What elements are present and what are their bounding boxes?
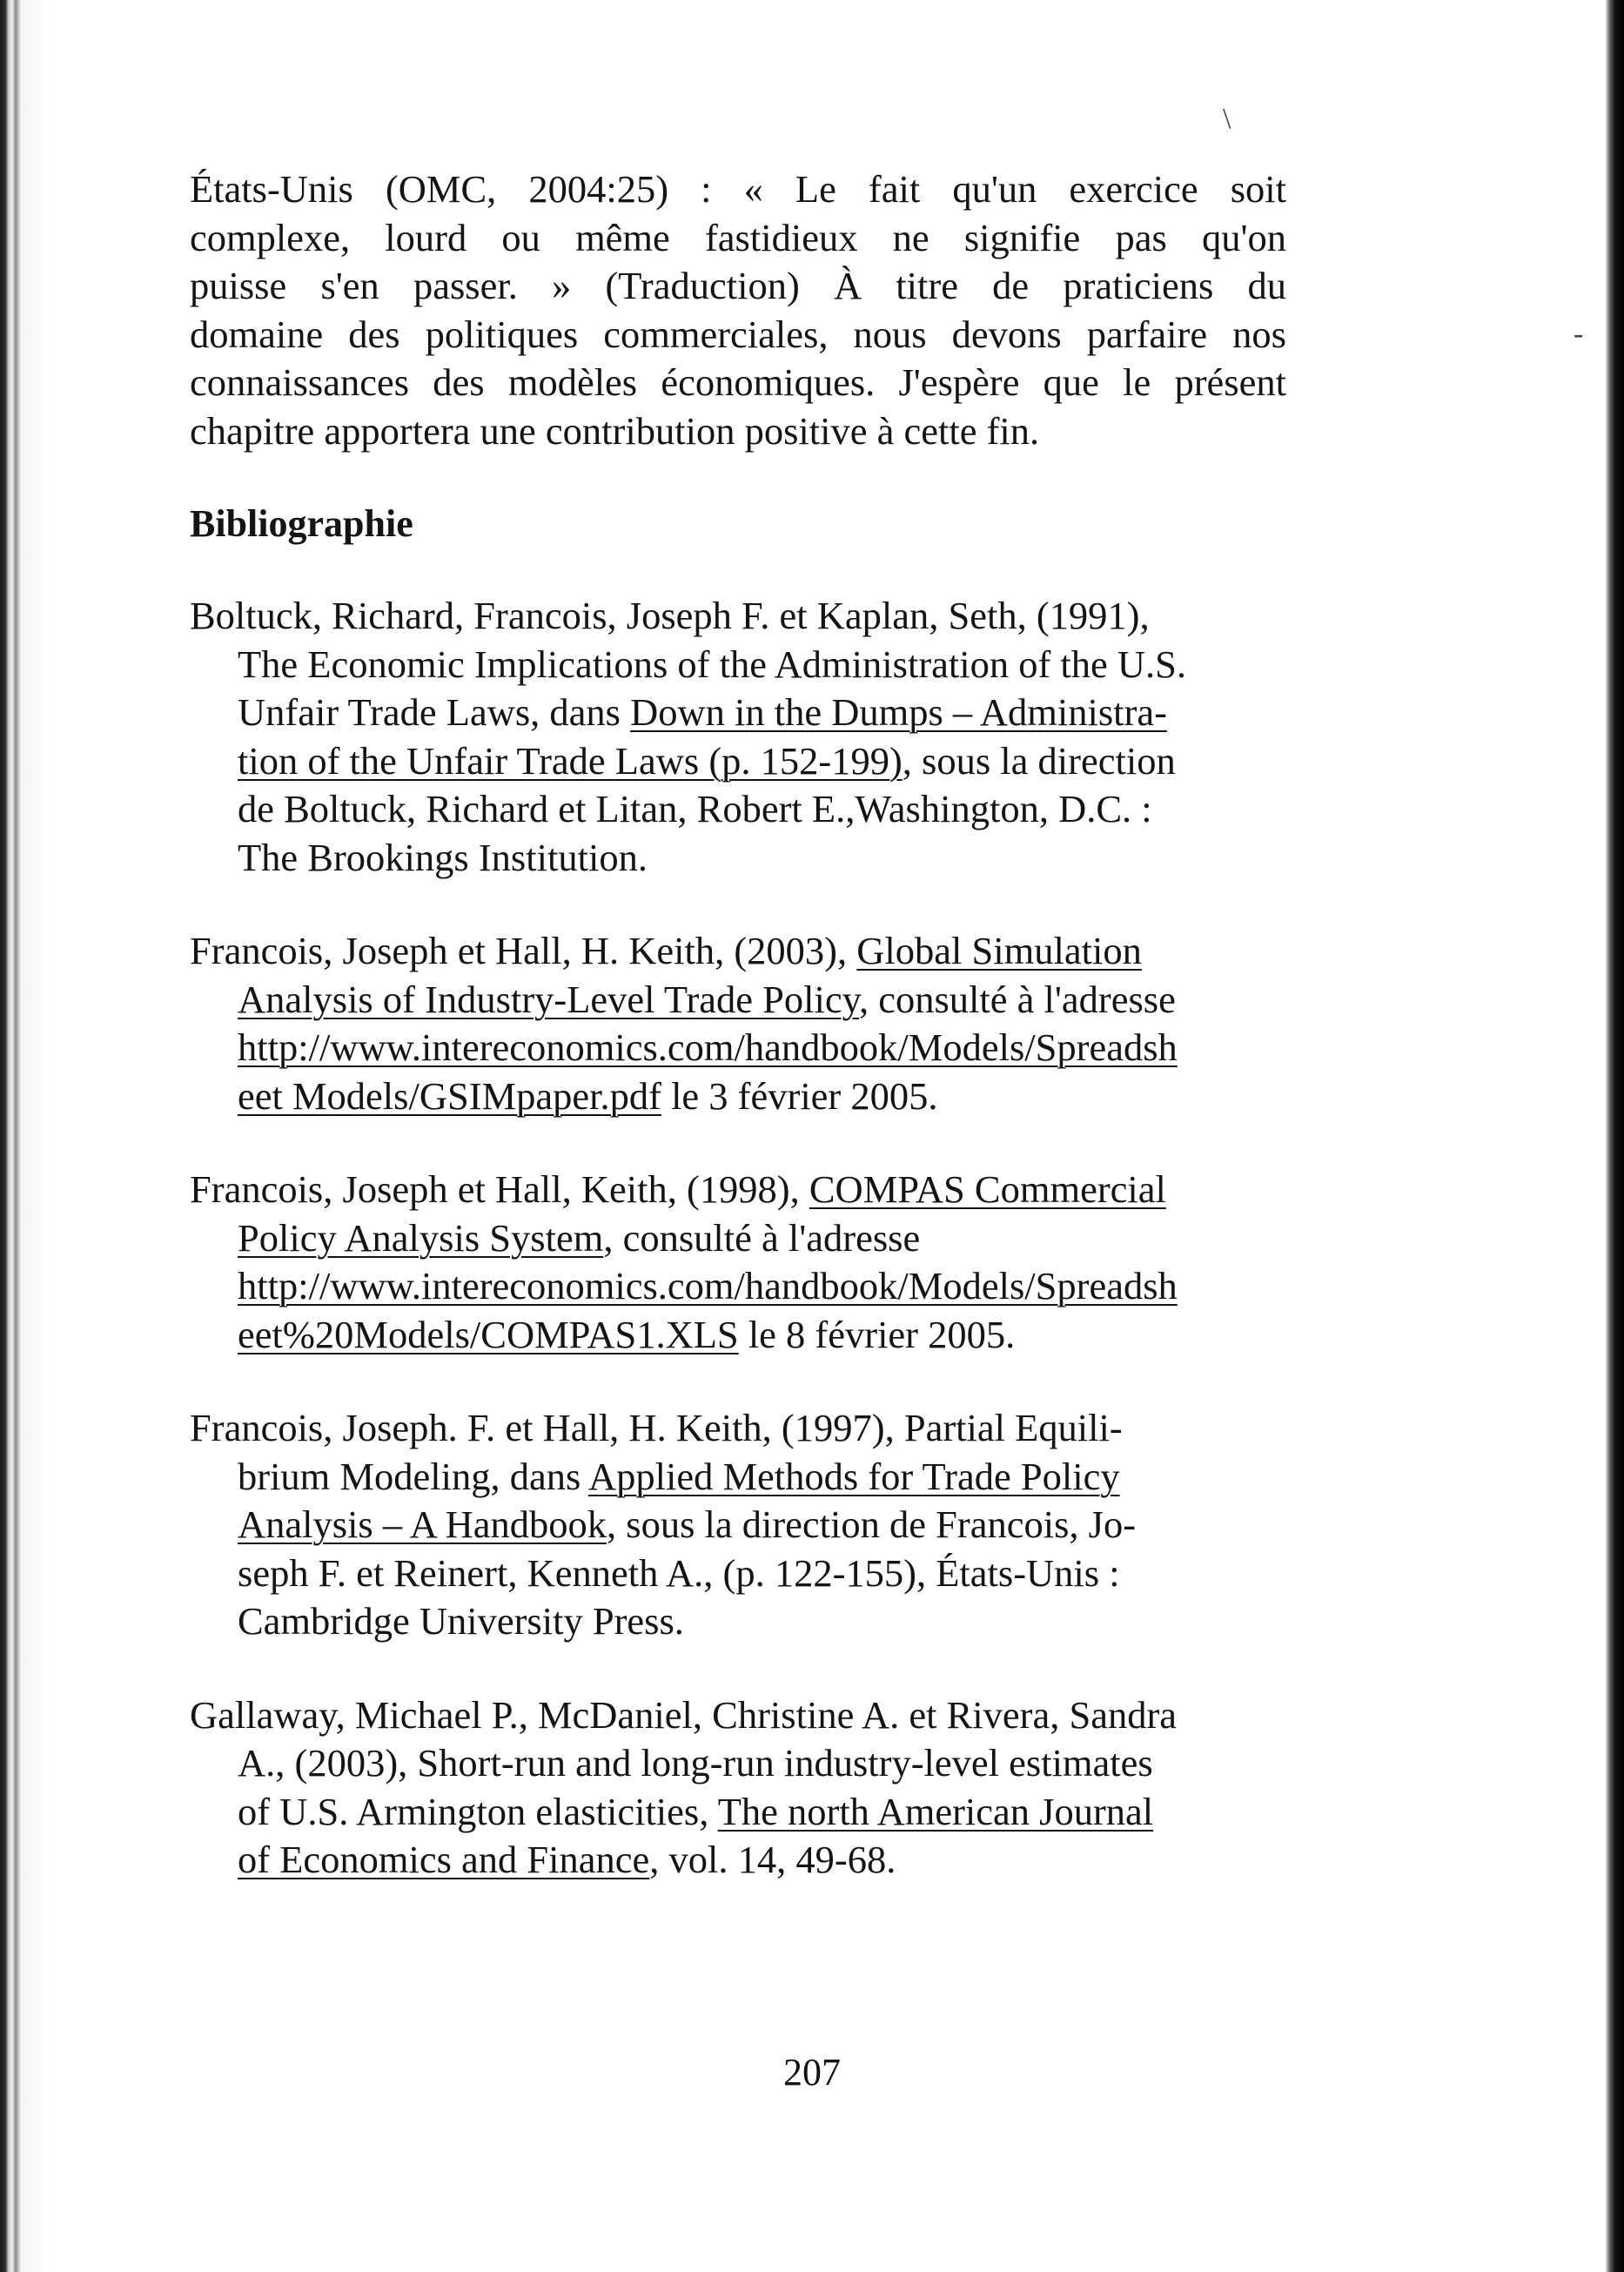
entry-text: , sous la direction [902,738,1176,783]
entry-text: , sous la direction de Francois, Jo- [607,1502,1137,1546]
entry-text: brium Modeling, dans [238,1454,588,1498]
entry-line [190,1691,1286,1740]
scan-right-edge [1605,0,1624,2272]
underlined-title: http://www.intereconomics.com/handbook/Models/Spreadsh [238,1025,1178,1069]
entry-line [190,1501,1286,1549]
entry-line [190,689,1286,737]
entry-text: Unfair Trade Laws, dans [238,690,631,734]
intro-paragraph [190,165,1286,455]
underlined-title: of Economics and Finance [238,1838,650,1881]
entry-text: Cambridge University Press. [238,1599,684,1643]
paragraph-line: puisse s'en passer. » (Traduction) À titre de praticiens du [190,264,1286,307]
entry-text: Francois, Joseph. F. et Hall, H. Keith, (1997), Partial Equili- [190,1406,1123,1449]
underlined-title: eet Models/GSIMpaper.pdf [238,1073,661,1118]
entry-line [190,1311,1286,1360]
bibliography-entry [190,1404,1286,1646]
entry-line [190,976,1286,1025]
entry-line [190,1214,1286,1263]
entry-line [190,1453,1286,1502]
underlined-title: Analysis of Industry-Level Trade Policy [238,977,859,1021]
entry-text: A., (2003), Short-run and long-run industry-level estimates [238,1741,1153,1785]
entry-line [190,1024,1286,1072]
paragraph-line: domaine des politiques commerciales, nous devons parfaire nos [190,312,1286,356]
entry-line [190,1549,1286,1598]
bibliography-entry [190,927,1286,1120]
entry-line [190,1597,1286,1646]
entry-line [190,785,1286,834]
bibliography-entry [190,1691,1286,1885]
paragraph-line: chapitre apportera une contribution positive à cette fin. [190,408,1040,453]
entry-line [190,1836,1286,1885]
scan-speck: - [1574,318,1584,350]
entry-text: Francois, Joseph et Hall, Keith, (1998), [190,1167,809,1211]
entry-line [190,1262,1286,1311]
underlined-title: http://www.intereconomics.com/handbook/Models/Spreadsh [238,1264,1178,1307]
entry-text: , consulté à l'adresse [858,977,1176,1021]
entry-line [190,1739,1286,1788]
underlined-title: Analysis – A Handbook [238,1502,607,1546]
entry-line [190,834,1286,883]
entry-line [190,641,1286,689]
entry-line [190,737,1286,786]
paragraph-line: États-Unis (OMC, 2004:25) : « Le fait qu'un exercice soit [190,167,1286,211]
paragraph-line: connaissances des modèles économiques. J'espère que le présent [190,360,1286,404]
underlined-title: Global Simulation [856,929,1142,972]
scan-speck: \ [1223,103,1231,135]
bibliography-list [190,592,1286,1885]
entry-line [190,1072,1286,1121]
entry-line [190,927,1286,976]
page-number: 207 [783,2051,841,2094]
entry-text: , consulté à l'adresse [603,1215,921,1260]
entry-text: le 8 février 2005. [738,1312,1016,1356]
bibliography-heading: Bibliographie [190,502,413,545]
paragraph-line: complexe, lourd ou même fastidieux ne signifie pas qu'on [190,215,1286,259]
entry-text: Francois, Joseph et Hall, H. Keith, (2003), [190,929,857,972]
entry-line [190,1788,1286,1837]
entry-text: Boltuck, Richard, Francois, Joseph F. et Kaplan, Seth, (1991), [190,594,1150,637]
scan-binding-edge [0,0,50,2272]
entry-line [190,592,1286,641]
underlined-title: tion of the Unfair Trade Laws (p. 152-199) [238,738,903,783]
entry-text: The Economic Implications of the Administration of the U.S. [238,642,1187,686]
entry-text: of U.S. Armington elasticities, [238,1789,718,1833]
bibliography-entry [190,592,1286,882]
underlined-title: Applied Methods for Trade Policy [587,1454,1120,1498]
entry-line [190,1166,1286,1214]
entry-text: Gallaway, Michael P., McDaniel, Christine A. et Rivera, Sandra [190,1692,1178,1737]
underlined-title: eet%20Models/COMPAS1.XLS [238,1312,739,1356]
underlined-title: Down in the Dumps – Administra- [630,690,1167,734]
bibliography-entry [190,1166,1286,1359]
entry-text: seph F. et Reinert, Kenneth A., (p. 122-155), États-Unis : [238,1550,1120,1595]
underlined-title: COMPAS Commercial [809,1167,1166,1211]
entry-text: de Boltuck, Richard et Litan, Robert E.,Washington, D.C. : [238,787,1152,830]
underlined-title: The north American Journal [717,1789,1154,1833]
entry-text: le 3 février 2005. [661,1073,938,1118]
entry-text: , vol. 14, 49-68. [649,1838,896,1881]
entry-line [190,1404,1286,1453]
document-page [190,165,1286,1885]
entry-text: The Brookings Institution. [238,835,648,879]
underlined-title: Policy Analysis System [238,1215,604,1260]
